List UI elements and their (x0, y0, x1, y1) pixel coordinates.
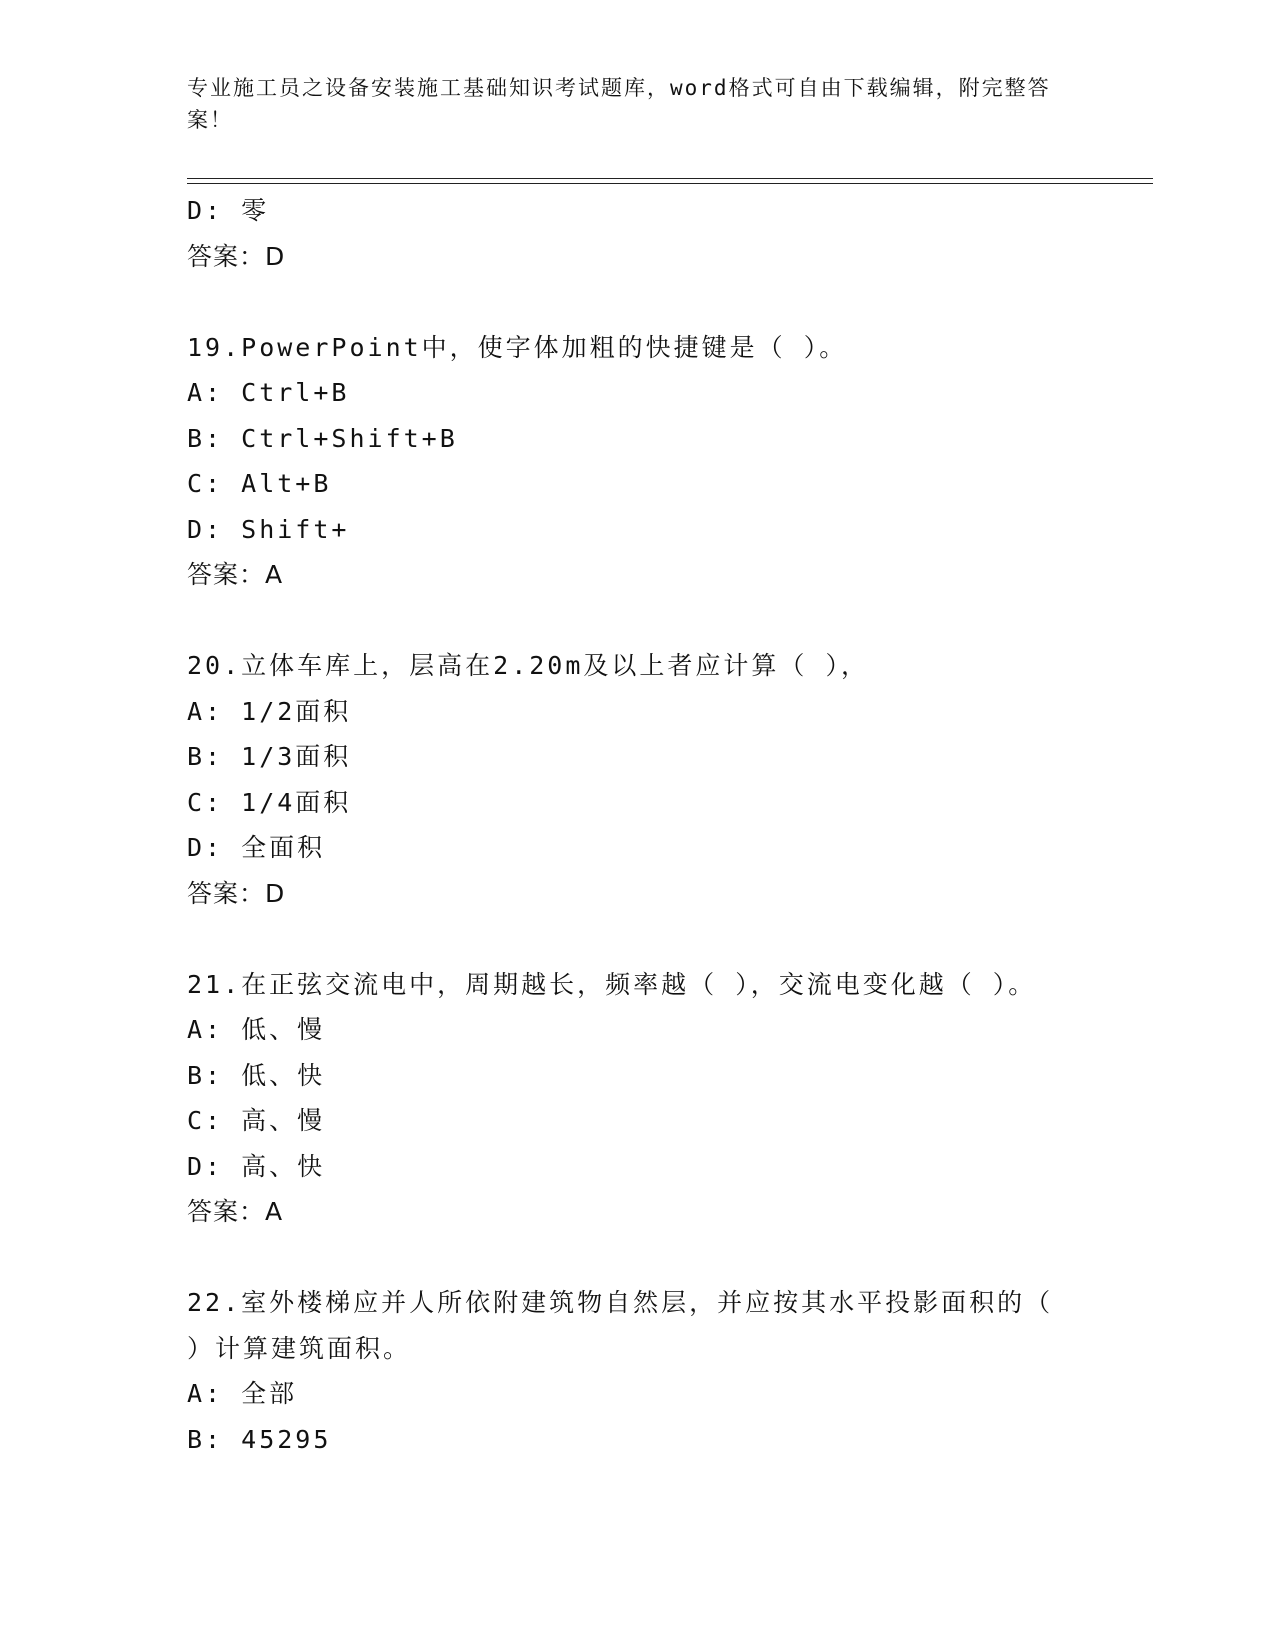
question-20-stem: 20.立体车库上，层高在2.20m及以上者应计算（ ）， (187, 651, 869, 680)
document-title: 专业施工员之设备安装施工基础知识考试题库，word格式可自由下载编辑，附完整答案！ (187, 76, 1051, 132)
question-19-answer: 答案：A (187, 560, 284, 589)
document-header (187, 72, 1067, 136)
question-19-option-a: A: Ctrl+B (187, 378, 350, 407)
question-21-option-c: C: 高、慢 (187, 1106, 326, 1135)
question-20-answer: 答案：D (187, 878, 286, 908)
question-19-option-d: D: Shift+ (187, 514, 350, 544)
header-divider-bottom (187, 183, 1153, 184)
question-19-option-c: C: Alt+B (187, 469, 332, 498)
question-21-option-a: A: 低、慢 (187, 1015, 326, 1044)
question-21-option-d: D: 高、快 (187, 1151, 326, 1181)
question-19-stem: 19.PowerPoint中，使字体加粗的快捷键是（ ）。 (187, 332, 848, 362)
spacer (187, 916, 1153, 962)
question-20-option-c: C: 1/4面积 (187, 787, 352, 817)
question-20-option-d: D: 全面积 (187, 833, 326, 862)
question-22-stem: 22.室外楼梯应并人所依附建筑物自然层，并应按其水平投影面积的（ ）计算建筑面积。 (187, 1288, 1054, 1363)
question-18-answer: 答案：D (187, 241, 286, 271)
question-21-stem: 21.在正弦交流电中，周期越长，频率越（ ），交流电变化越（ ）。 (187, 969, 1037, 999)
spacer (187, 598, 1153, 644)
question-22-option-b: B: 45295 (187, 1424, 332, 1454)
spacer (187, 1235, 1153, 1281)
question-20-option-a: A: 1/2面积 (187, 696, 352, 726)
header-divider-top (187, 178, 1153, 179)
spacer (187, 279, 1153, 325)
question-18-option-d: D: 零 (187, 196, 270, 225)
question-19-option-b: B: Ctrl+Shift+B (187, 423, 458, 453)
question-21-answer: 答案：A (187, 1197, 284, 1226)
question-20-option-b: B: 1/3面积 (187, 742, 352, 771)
question-21-option-b: B: 低、快 (187, 1060, 326, 1090)
question-22-option-a: A: 全部 (187, 1379, 298, 1408)
question-list (187, 188, 1153, 1462)
